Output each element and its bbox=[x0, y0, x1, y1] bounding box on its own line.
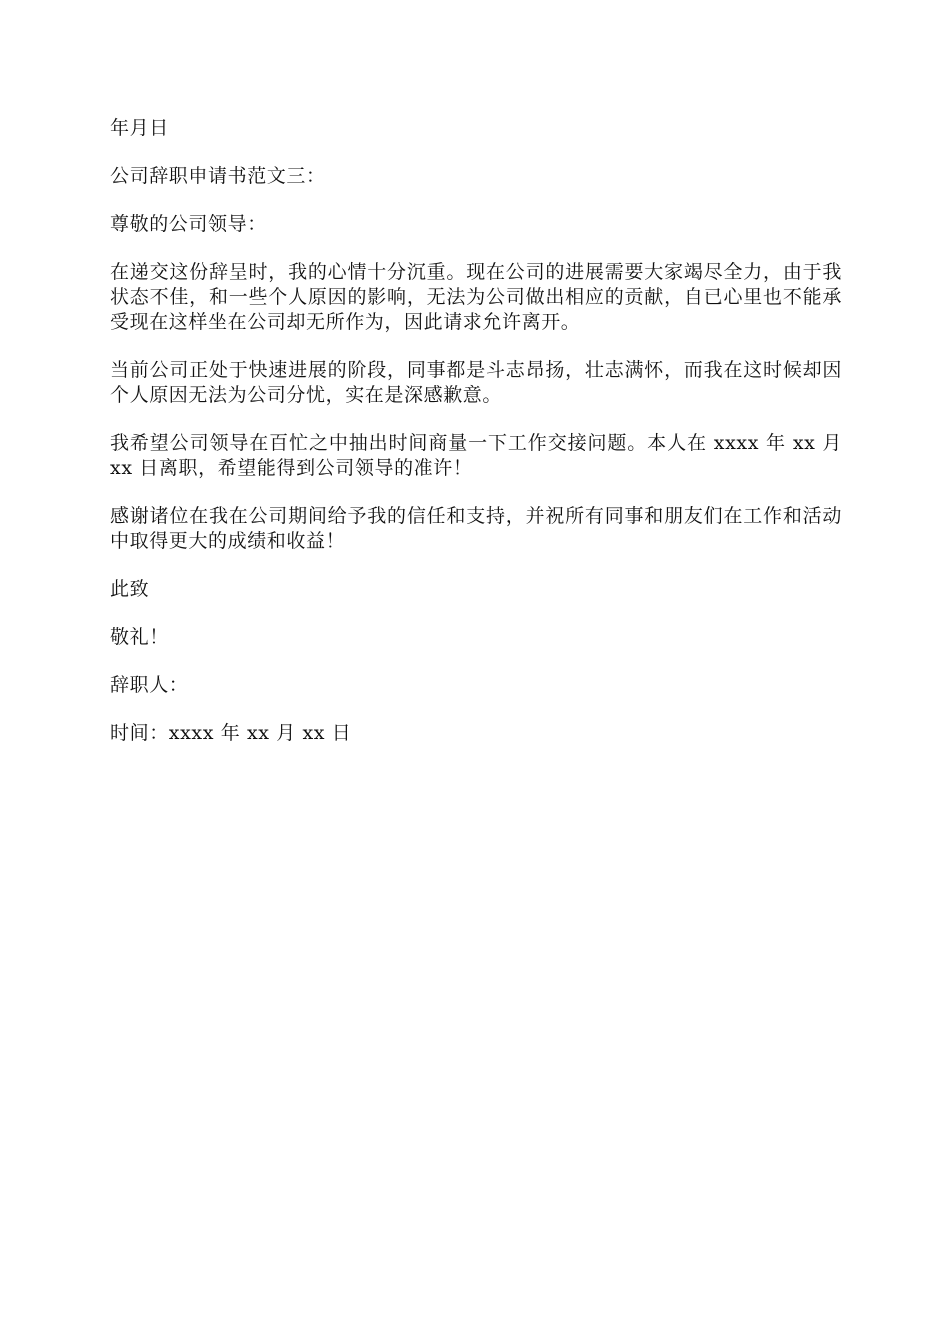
body-paragraph-1: 在递交这份辞呈时，我的心情十分沉重。现在公司的进展需要大家竭尽全力，由于我状态不佳，和一些个人原因的影响，无法为公司做出相应的贡献，自已心里也不能承受现在这样坐在公司却无所作为，因此请求允许离开。 bbox=[110, 261, 842, 333]
body-paragraph-3: 我希望公司领导在百忙之中抽出时间商量一下工作交接问题。本人在 xxxx 年 xx 月 xx 日离职，希望能得到公司领导的准许！ bbox=[110, 432, 842, 479]
resigner-label: 辞职人： bbox=[110, 674, 189, 696]
salutation: 尊敬的公司领导： bbox=[110, 213, 267, 235]
body-paragraph-4: 感谢诸位在我在公司期间给予我的信任和支持，并祝所有同事和朋友们在工作和活动中取得更大的成绩和收益！ bbox=[110, 505, 842, 552]
date-line: 年月日 bbox=[110, 117, 169, 139]
time-line: 时间：xxxx 年 xx 月 xx 日 bbox=[110, 722, 352, 744]
body-paragraph-2: 当前公司正处于快速进展的阶段，同事都是斗志昂扬，壮志满怀，而我在这时候却因个人原因无法为公司分忧，实在是深感歉意。 bbox=[110, 359, 842, 406]
letter-body bbox=[110, 116, 842, 746]
regards-line: 敬礼！ bbox=[110, 626, 169, 648]
letter-heading: 公司辞职申请书范文三： bbox=[110, 165, 326, 187]
closing-line: 此致 bbox=[110, 578, 150, 600]
